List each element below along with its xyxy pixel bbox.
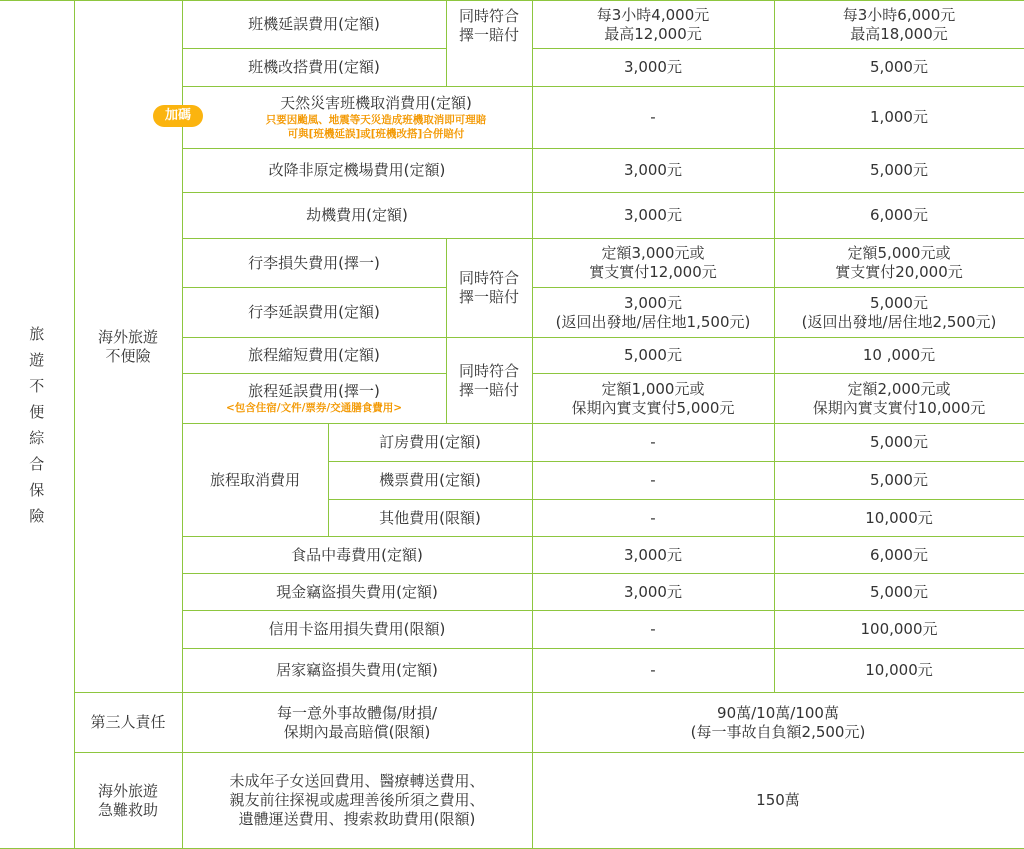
- category-char: 綜: [29, 428, 45, 447]
- category-char: 遊: [29, 350, 45, 369]
- subcategory-line-1: 海外旅遊: [97, 327, 158, 346]
- item-label-line: 親友前往探視或處理善後所須之費用、: [229, 791, 485, 809]
- value-b-food-poison: 6,000元: [774, 537, 1024, 574]
- value-line: 定額2,000元或: [847, 379, 951, 398]
- item-note-line: 只要因颱風、地震等天災造成班機取消即可理賠: [265, 114, 487, 126]
- category-emergency: [74, 753, 182, 849]
- item-trip-cancel-room: 訂房費用(定額): [328, 424, 532, 462]
- item-label-line: 保期內最高賠償(限額): [283, 722, 431, 741]
- value-line: 5,000元: [870, 293, 928, 312]
- value-b-baggage-loss: [774, 239, 1024, 288]
- item-flight-delay: 班機延誤費用(定額): [182, 1, 446, 49]
- item-trip-cancel-other: 其他費用(限額): [328, 500, 532, 537]
- value-b-baggage-delay: [774, 288, 1024, 338]
- item-home-theft: 居家竊盜損失費用(定額): [182, 649, 532, 693]
- shared-note-line: 擇一賠付: [458, 380, 519, 399]
- value-line: 定額3,000元或: [601, 244, 705, 262]
- item-cash-theft: 現金竊盜損失費用(定額): [182, 574, 532, 611]
- value-a-card-theft: -: [532, 611, 774, 649]
- shared-note-line: 同時符合: [458, 7, 519, 25]
- value-a-food-poison: 3,000元: [532, 537, 774, 574]
- value-b-airport-change: 5,000元: [774, 149, 1024, 193]
- item-trip-cancel-group: 旅程取消費用: [182, 424, 328, 537]
- shared-note-line: 擇一賠付: [458, 26, 519, 44]
- item-label: 旅程延誤費用(擇一): [248, 382, 380, 400]
- value-b-trip-extend: [774, 374, 1024, 424]
- category-char: 合: [29, 454, 45, 473]
- value-line: 實支實付12,000元: [589, 263, 717, 281]
- value-a-trip-shorten: 5,000元: [532, 338, 774, 374]
- item-third-party: [182, 693, 532, 753]
- value-line: 最高18,000元: [850, 24, 948, 43]
- value-b-flight-transfer: 5,000元: [774, 49, 1024, 87]
- item-label: 天然災害班機取消費用(定額): [280, 94, 472, 112]
- item-note-line: 可與[班機延誤]或[班機改搭]合併賠付: [287, 128, 465, 140]
- value-line: (返回出發地/居住地2,500元): [801, 312, 997, 331]
- item-trip-cancel-ticket: 機票費用(定額): [328, 462, 532, 500]
- value-a-disaster-cancel: -: [532, 87, 774, 149]
- bonus-badge: 加碼: [153, 105, 203, 127]
- value-line: 保期內實支實付10,000元: [812, 398, 986, 417]
- category-char: 不: [29, 376, 45, 395]
- item-airport-change: 改降非原定機場費用(定額): [182, 149, 532, 193]
- value-a-hijack: 3,000元: [532, 193, 774, 239]
- value-b-card-theft: 100,000元: [774, 611, 1024, 649]
- item-baggage-loss: 行李損失費用(擇一): [182, 239, 446, 288]
- category-line: 急難救助: [97, 800, 158, 819]
- category-char: 險: [29, 506, 45, 525]
- item-label-line: 每一意外事故體傷/財損/: [276, 703, 438, 722]
- value-line: 每3小時6,000元: [842, 5, 956, 24]
- value-line: 最高12,000元: [604, 24, 702, 43]
- value-line: 每3小時4,000元: [596, 5, 710, 24]
- category-line: 海外旅遊: [97, 781, 158, 800]
- shared-note-3: [446, 338, 532, 424]
- value-line: (返回出發地/居住地1,500元): [555, 312, 751, 331]
- value-a-trip-cancel-room: -: [532, 424, 774, 462]
- subcategory-line-2: 不便險: [105, 346, 151, 365]
- category-char: 便: [29, 402, 45, 421]
- value-line: 定額5,000元或: [847, 244, 951, 262]
- value-a-trip-extend: [532, 374, 774, 424]
- value-a-trip-cancel-ticket: -: [532, 462, 774, 500]
- value-b-trip-shorten: 10 ,000元: [774, 338, 1024, 374]
- item-emergency: [182, 753, 532, 849]
- item-label-line: 未成年子女送回費用、醫療轉送費用、: [229, 772, 485, 790]
- value-b-trip-cancel-other: 10,000元: [774, 500, 1024, 537]
- category-label: [29, 321, 45, 529]
- item-trip-extend: [182, 374, 446, 424]
- value-line: 3,000元: [624, 293, 682, 312]
- value-b-home-theft: 10,000元: [774, 649, 1024, 693]
- value-third-party: [532, 693, 1024, 753]
- shared-note-line: 擇一賠付: [458, 288, 519, 306]
- bonus-badge-wrap: [153, 104, 203, 127]
- value-a-trip-cancel-other: -: [532, 500, 774, 537]
- item-baggage-delay: 行李延誤費用(定額): [182, 288, 446, 338]
- value-line: (每一事故自負額2,500元): [690, 722, 866, 741]
- item-hijack: 劫機費用(定額): [182, 193, 532, 239]
- item-label-line: 遺體運送費用、搜索救助費用(限額): [238, 810, 476, 828]
- shared-note-line: 同時符合: [458, 361, 519, 380]
- item-trip-shorten: 旅程縮短費用(定額): [182, 338, 446, 374]
- value-line: 保期內實支實付5,000元: [571, 398, 735, 417]
- value-b-trip-cancel-room: 5,000元: [774, 424, 1024, 462]
- shared-note-line: 同時符合: [458, 269, 519, 287]
- value-b-trip-cancel-ticket: 5,000元: [774, 462, 1024, 500]
- category-char: 旅: [29, 324, 45, 343]
- category-char: 保: [29, 480, 45, 499]
- value-a-cash-theft: 3,000元: [532, 574, 774, 611]
- value-b-disaster-cancel: 1,000元: [774, 87, 1024, 149]
- item-food-poison: 食品中毒費用(定額): [182, 537, 532, 574]
- value-emergency: 150萬: [532, 753, 1024, 849]
- shared-note-2: [446, 239, 532, 338]
- value-a-flight-transfer: 3,000元: [532, 49, 774, 87]
- item-disaster-cancel: [182, 87, 532, 149]
- item-card-theft: 信用卡盜用損失費用(限額): [182, 611, 532, 649]
- value-a-baggage-loss: [532, 239, 774, 288]
- value-line: 90萬/10萬/100萬: [717, 703, 839, 722]
- category-travel-inconvenience: [0, 1, 74, 849]
- item-flight-transfer: 班機改搭費用(定額): [182, 49, 446, 87]
- value-a-baggage-delay: [532, 288, 774, 338]
- shared-note-1: [446, 1, 532, 87]
- item-note: <包含住宿/文件/票券/交通膳食費用>: [225, 402, 403, 414]
- value-b-cash-theft: 5,000元: [774, 574, 1024, 611]
- value-a-airport-change: 3,000元: [532, 149, 774, 193]
- value-a-flight-delay: [532, 1, 774, 49]
- value-line: 實支實付20,000元: [835, 263, 963, 281]
- value-b-flight-delay: [774, 1, 1024, 49]
- value-line: 定額1,000元或: [601, 379, 705, 398]
- value-b-hijack: 6,000元: [774, 193, 1024, 239]
- category-third-party: 第三人責任: [74, 693, 182, 753]
- value-a-home-theft: -: [532, 649, 774, 693]
